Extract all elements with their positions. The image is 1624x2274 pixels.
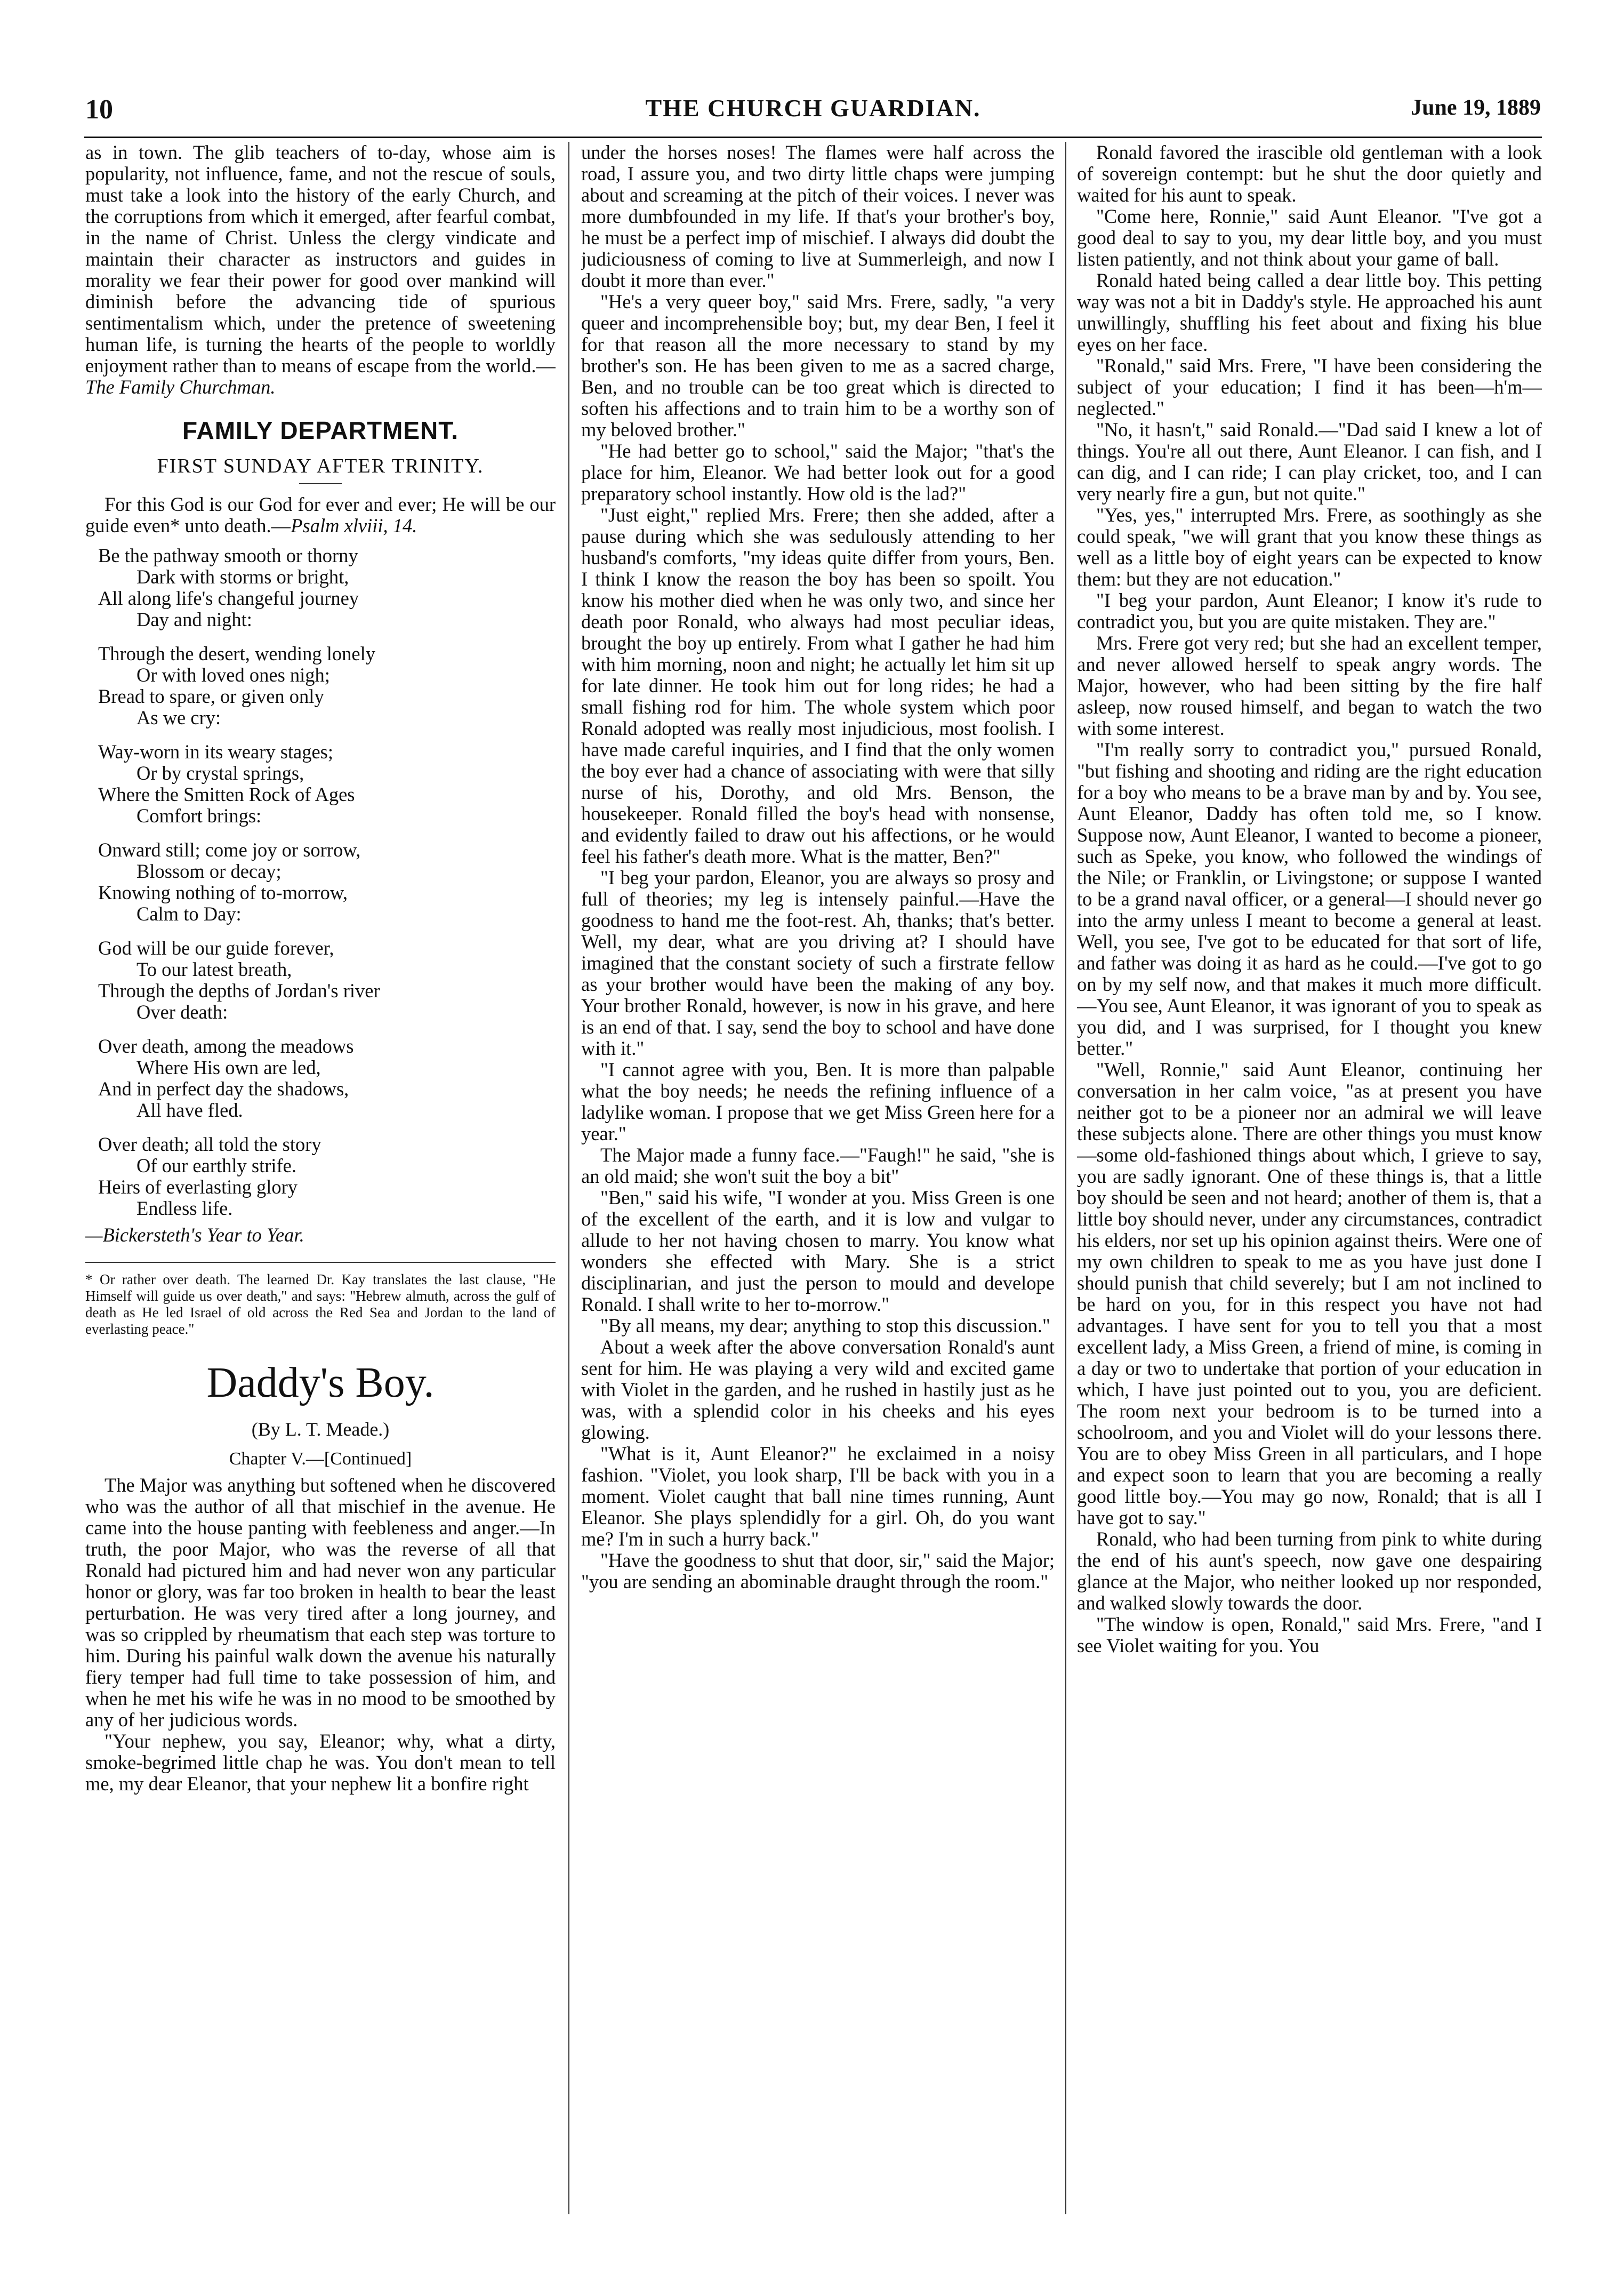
column-divider-2 xyxy=(1065,142,1066,2214)
story-paragraph: "Yes, yes," interrupted Mrs. Frere, as soothingly as she could speak, "we will grant that you know these things as well as a little boy of eight years can be expected to know them: but they are not education." xyxy=(1077,504,1542,590)
psalm-reference: Psalm xlviii, 14. xyxy=(291,515,417,537)
poem-line: Be the pathway smooth or thorny xyxy=(98,545,358,566)
sunday-heading: FIRST SUNDAY AFTER TRINITY. xyxy=(157,455,484,477)
poem-line: Through the desert, wending lonely xyxy=(98,643,376,664)
poem-line: Or with loved ones nigh; xyxy=(136,664,330,686)
poem-line: Heirs of everlasting glory xyxy=(98,1176,298,1198)
poem-line: Dark with storms or bright, xyxy=(136,566,349,588)
psalm-paragraph xyxy=(85,494,556,537)
psalm-text: For this God is our God for ever and ever; He will be our guide even* unto death.— xyxy=(85,493,556,537)
page-number: 10 xyxy=(85,94,113,125)
story-paragraph: "I'm really sorry to contradict you," pursued Ronald, "but fishing and shooting and riding are the right education for a boy who means to be a brave man by and by. You see, Aunt Eleanor, Daddy has often told me, so I know. Suppose now, Aunt Eleanor, I wanted to become a pioneer, such as Speke, you know, who followed the windings of the Nile; or Franklin, or Livingstone; or suppose I wanted to be a grand naval officer, or a general—I should never go into the army unless I meant to become a general at least. Well, you see, I've got to be educated for that sort of life, and father was doing it as hard as he could.—I've got to go on by my self now, and that makes it much more difficult.—You see, Aunt Eleanor, it was ignorant of you to speak as you did, and I was surprised, for I thought you knew better." xyxy=(1077,739,1542,1059)
poem-line: Where His own are led, xyxy=(136,1056,321,1078)
story-paragraph: "I cannot agree with you, Ben. It is more than palpable what the boy needs; he needs the refining influence of a ladylike woman. I propose that we get Miss Green here for a year." xyxy=(581,1059,1055,1144)
story-paragraph: Ronald hated being called a dear little boy. This petting way was not a bit in Daddy's style. He approached his aunt unwillingly, shuffling his feet about and fixing his blue eyes on her face. xyxy=(1077,269,1542,355)
poem-line: To our latest breath, xyxy=(136,958,292,980)
chapter-heading: Chapter V.—[Continued] xyxy=(229,1449,412,1469)
poem-line: Onward still; come joy or sorrow, xyxy=(98,839,361,861)
poem-line: Knowing nothing of to-morrow, xyxy=(98,882,348,903)
poem-line: Endless life. xyxy=(136,1197,233,1219)
intro-paragraph xyxy=(85,142,556,398)
story-paragraph: "I beg your pardon, Aunt Eleanor; I know it's rude to contradict you, but you are quite mistaken. They are." xyxy=(1077,589,1542,632)
story-paragraph: The Major made a funny face.—"Faugh!" he said, "she is an old maid; she won't suit the boy a bit" xyxy=(581,1144,1055,1187)
poem-line: Or by crystal springs, xyxy=(136,762,304,784)
poem-line: All along life's changeful journey xyxy=(98,587,359,609)
poem-line: Blossom or decay; xyxy=(136,860,282,882)
story-paragraph: Ronald, who had been turning from pink to white during the end of his aunt's speech, now gave one despairing glance at the Major, who neither looked up nor responded, and walked slowly towards the door. xyxy=(1077,1528,1542,1614)
poem xyxy=(85,545,556,1246)
story-paragraph: under the horses noses! The flames were half across the road, I assure you, and two dirty little chaps were jumping about and screaming at the pitch of their voices. I never was more dumbfounded in my life. If that's your brother's boy, he must be a perfect imp of mischief. I always did doubt the judiciousness of coming to live at Summerleigh, and now I doubt it more than ever." xyxy=(581,142,1055,291)
column-2 xyxy=(581,142,1055,2222)
poem-line: Over death, among the meadows xyxy=(98,1035,354,1057)
story-paragraph: "Come here, Ronnie," said Aunt Eleanor. "I've got a good deal to say to you, my dear little boy, and you must listen patiently, and not think about your game of ball. xyxy=(1077,205,1542,270)
poem-attribution: —Bickersteth's Year to Year. xyxy=(85,1224,304,1246)
poem-line: Bread to spare, or given only xyxy=(98,685,324,707)
story-byline: (By L. T. Meade.) xyxy=(251,1419,390,1440)
column-1 xyxy=(85,142,556,2222)
masthead xyxy=(85,94,1541,131)
poem-line: Comfort brings: xyxy=(136,805,262,827)
poem-line: Where the Smitten Rock of Ages xyxy=(98,783,355,805)
poem-line: Through the depths of Jordan's river xyxy=(98,980,380,1002)
header-rule xyxy=(84,137,1542,138)
story-paragraph: "I beg your pardon, Eleanor, you are always so prosy and full of theories; my leg is intensely painful.—Have the goodness to hand me the foot-rest. Ah, thanks; that's better. Well, my dear, what are you driving at? I should have imagined that the constant society of such a firstrate fellow as your brother would have been the making of any boy. Your brother Ronald, however, is now in his grave, and here is an end of that. I say, send the boy to school and have done with it." xyxy=(581,867,1055,1059)
story-title: Daddy's Boy. xyxy=(206,1359,435,1406)
column-divider-1 xyxy=(568,142,569,2214)
intro-source: The Family Churchman. xyxy=(85,376,276,398)
footnote-rule xyxy=(85,1262,556,1263)
newspaper-title: THE CHURCH GUARDIAN. xyxy=(645,94,981,122)
poem-line: God will be our guide forever, xyxy=(98,937,334,959)
issue-date: June 19, 1889 xyxy=(1411,95,1541,120)
story-paragraph: "The window is open, Ronald," said Mrs. Frere, "and I see Violet waiting for you. You xyxy=(1077,1613,1542,1656)
story-paragraph: "Have the goodness to shut that door, sir," said the Major; "you are sending an abominable draught through the room." xyxy=(581,1549,1055,1592)
story-paragraph: "He had better go to school," said the Major; "that's the place for him, Eleanor. We had better look out for a good preparatory school instantly. How old is the lad?" xyxy=(581,440,1055,505)
story-paragraph: "No, it hasn't," said Ronald.—"Dad said I knew a lot of things. You're all out there, Aunt Eleanor. I can fish, and I can dig, and I can ride; I can play cricket, too, and I can very nearly fire a gun, but not quite." xyxy=(1077,419,1542,505)
story-paragraph: "He's a very queer boy," said Mrs. Frere, sadly, "a very queer and incomprehensible boy; but, my dear Ben, I feel it for that reason all the more necessary to stand by my brother's son. He has been given to me as a sacred charge, Ben, and no trouble can be too great which is directed to soften his affections and to train him to be a worthy son of my beloved brother." xyxy=(581,291,1055,441)
poem-line: Way-worn in its weary stages; xyxy=(98,741,334,763)
story-paragraph: Ronald favored the irascible old gentleman with a look of sovereign contempt: but he shut the door quietly and waited for his aunt to speak. xyxy=(1077,142,1542,206)
poem-line: Over death; all told the story xyxy=(98,1133,321,1155)
footnote: * Or rather over death. The learned Dr. Kay translates the last clause, "He Himself will guide us over death," and says: "Hebrew almuth, across the gulf of death as He led Israel of old across the Red Sea and Jordan to the land of everlasting peace." xyxy=(85,1271,556,1337)
story-paragraph: "Just eight," replied Mrs. Frere; then she added, after a pause during which she was sedulously attending to her husband's comforts, "my ideas quite differ from yours, Ben. I think I know the reason the boy has been so spoilt. You know his mother died when he was only two, and since her death poor Ronald, who always had most peculiar ideas, brought the boy up entirely. From what I gather he had him with him morning, noon and night; he actually let him sit up for late dinner. He took him out for long rides; he had a small fishing rod for him. The whole system which poor Ronald adopted was really most injudicious, most foolish. I have made careful inquiries, and I find that the only women the boy ever had a chance of associating with were that silly nurse of his, Dorothy, and old Mrs. Benson, the housekeeper. Ronald filled the boy's head with nonsense, and evidently failed to draw out his affections, or he would feel his father's death more. What is the matter, Ben?" xyxy=(581,504,1055,867)
poem-line: All have fled. xyxy=(136,1099,243,1121)
section-heading: FAMILY DEPARTMENT. xyxy=(182,417,459,444)
poem-line: Of our earthly strife. xyxy=(136,1155,297,1176)
story-paragraph: "Well, Ronnie," said Aunt Eleanor, continuing her conversation in her calm voice, "as at present you have neither got to be a pioneer nor an admiral we will leave these subjects alone. There are other things you must know—some old-fashioned things about which, I grieve to say, you are sadly ignorant. One of these things is, that a little boy should be seen and not heard; another of them is, that a little boy should never, under any circumstances, contradict his elders, nor set up his opinion against theirs. Were one of my own children to speak to me as you have just done I should punish that child severely; but I am not inclined to be hard on you, for in this respect you have not had advantages. I have sent for you to tell you that a most excellent lady, a Miss Green, a friend of mine, is coming in a day or two to undertake that portion of your education in which, I have just pointed out to you, you are deficient. The room next your bedroom is to be turned into a schoolroom, and you and Violet will do your lessons there. You are to obey Miss Green in all particulars, and I hope and expect soon to learn that you are becoming a really good little boy.—You may go now, Ronald; that is all I have got to say." xyxy=(1077,1059,1542,1528)
story-paragraph: "By all means, my dear; anything to stop this discussion." xyxy=(600,1315,1050,1336)
story-paragraph: "Ben," said his wife, "I wonder at you. Miss Green is one of the excellent of the earth, and it is low and vulgar to allude to her not having chosen to marry. You know what wonders she effected with Mary. She is a strict disciplinarian, and just the person to mould and develope Ronald. I shall write to her to-morrow." xyxy=(581,1187,1055,1315)
poem-line: As we cry: xyxy=(136,707,221,728)
story-paragraph: Mrs. Frere got very red; but she had an excellent temper, and never allowed herself to speak angry words. The Major, however, who had been sitting by the fire half asleep, now roused himself, and began to watch the two with some interest. xyxy=(1077,632,1542,739)
poem-line: Calm to Day: xyxy=(136,903,242,925)
poem-line: And in perfect day the shadows, xyxy=(98,1078,349,1100)
story-paragraph: "Ronald," said Mrs. Frere, "I have been considering the subject of your education; I find it has been—h'm—neglected." xyxy=(1077,355,1542,419)
story-paragraph: "What is it, Aunt Eleanor?" he exclaimed in a noisy fashion. "Violet, you look sharp, I'll be back with you in a moment. Violet caught that ball nine times running, Aunt Eleanor. She plays splendidly for a girl. Oh, do you want me? I'm in such a hurry back." xyxy=(581,1443,1055,1550)
poem-line: Over death: xyxy=(136,1001,228,1023)
intro-text: as in town. The glib teachers of to-day, whose aim is popularity, not influence, fame, and not the rescue of souls, must take a look into the history of the early Church, and the corruptions from which it emerged, after fearful combat, in the name of Christ. Unless the clergy vindicate and maintain their character as instructors and guides in morality we fear their power for good over mankind will diminish before the advancing tide of spurious sentimentalism which, under the pretence of sweetening human life, is turning the hearts of the people to worldly enjoyment rather than to means of escape from the world.— xyxy=(85,142,556,377)
short-rule xyxy=(299,483,342,484)
poem-line: Day and night: xyxy=(136,608,252,630)
story-paragraph: "Your nephew, you say, Eleanor; why, what a dirty, smoke-begrimed little chap he was. You don't mean to tell me, my dear Eleanor, that your nephew lit a bonfire right xyxy=(85,1730,556,1795)
column-3 xyxy=(1077,142,1542,2222)
story-paragraph: The Major was anything but softened when he discovered who was the author of all that mischief in the avenue. He came into the house panting with feebleness and anger.—In truth, the poor Major, who was the reverse of all that Ronald had pictured him and had never won any particular honor or glory, was far too broken in health to bear the least perturbation. He was very tired after a long journey, and was so crippled by rheumatism that each step was torture to him. During his painful walk down the avenue his naturally fiery temper had full time to take possession of him, and when he met his wife he was in no mood to be smoothed by any of her judicious words. xyxy=(85,1474,556,1731)
story-paragraph: About a week after the above conversation Ronald's aunt sent for him. He was playing a very wild and excited game with Violet in the garden, and he rushed in hastily just as he was, with a splendid color in his cheeks and his eyes glowing. xyxy=(581,1336,1055,1443)
